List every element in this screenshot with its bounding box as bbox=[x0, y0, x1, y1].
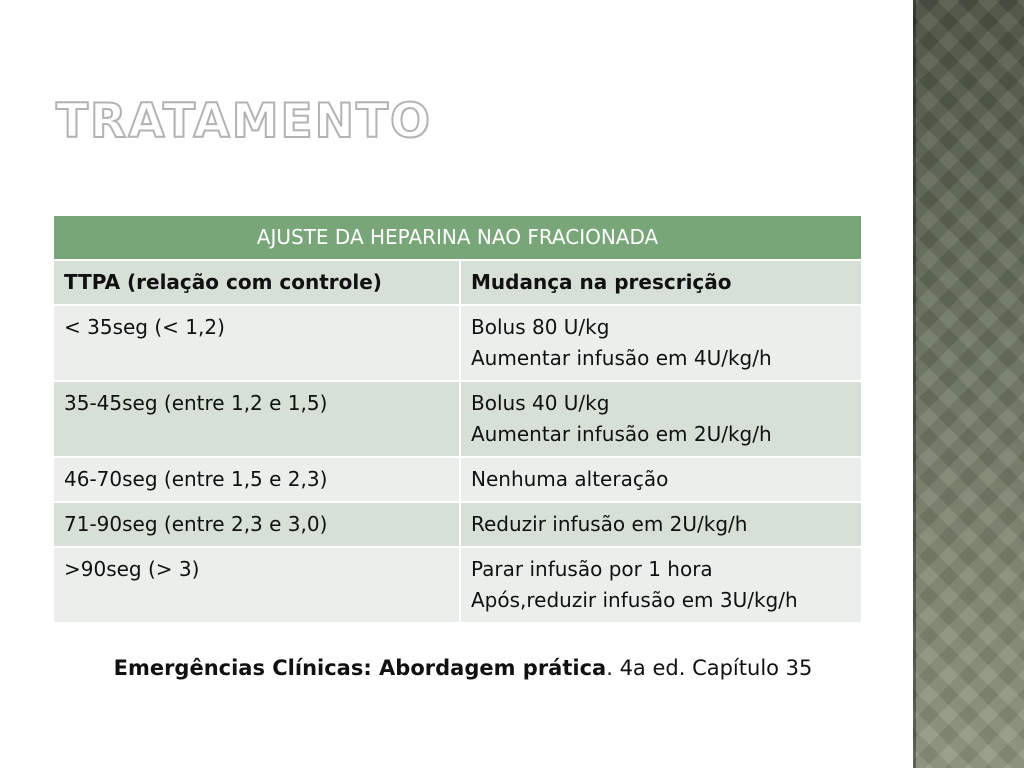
change-cell bbox=[460, 381, 862, 457]
column-header-row bbox=[53, 260, 862, 305]
ttpa-cell: < 35seg (< 1,2) bbox=[53, 305, 460, 381]
table-row bbox=[53, 381, 862, 457]
side-panel-edge bbox=[913, 0, 916, 768]
ttpa-cell: >90seg (> 3) bbox=[53, 547, 460, 623]
slide-title: TRATAMENTO bbox=[56, 94, 432, 149]
decorative-side-panel bbox=[913, 0, 1024, 768]
change-cell bbox=[460, 547, 862, 623]
ttpa-cell: 35-45seg (entre 1,2 e 1,5) bbox=[53, 381, 460, 457]
ttpa-cell: 71-90seg (entre 2,3 e 3,0) bbox=[53, 502, 460, 547]
table-header-row bbox=[53, 215, 862, 260]
change-cell bbox=[460, 305, 862, 381]
table-header: AJUSTE DA HEPARINA NAO FRACIONADA bbox=[53, 215, 862, 260]
change-line: Reduzir infusão em 2U/kg/h bbox=[471, 512, 748, 536]
change-line: Aumentar infusão em 2U/kg/h bbox=[471, 422, 772, 446]
change-cell bbox=[460, 502, 862, 547]
reference-book-title: Emergências Clínicas: Abordagem prática bbox=[113, 656, 607, 680]
change-line: Aumentar infusão em 4U/kg/h bbox=[471, 346, 772, 370]
heparin-adjustment-table bbox=[52, 214, 863, 624]
ttpa-cell: 46-70seg (entre 1,5 e 2,3) bbox=[53, 457, 460, 502]
change-line: Após,reduzir infusão em 3U/kg/h bbox=[471, 588, 798, 612]
reference-edition: . 4a ed. Capítulo 35 bbox=[606, 656, 813, 680]
column-header-change: Mudança na prescrição bbox=[460, 260, 862, 305]
column-header-ttpa: TTPA (relação com controle) bbox=[53, 260, 460, 305]
table-row bbox=[53, 502, 862, 547]
table-row bbox=[53, 305, 862, 381]
source-reference bbox=[0, 656, 926, 680]
change-line: Bolus 80 U/kg bbox=[471, 315, 610, 339]
change-line: Parar infusão por 1 hora bbox=[471, 557, 713, 581]
table-row bbox=[53, 547, 862, 623]
table-row bbox=[53, 457, 862, 502]
change-line: Nenhuma alteração bbox=[471, 467, 669, 491]
change-cell bbox=[460, 457, 862, 502]
change-line: Bolus 40 U/kg bbox=[471, 391, 610, 415]
